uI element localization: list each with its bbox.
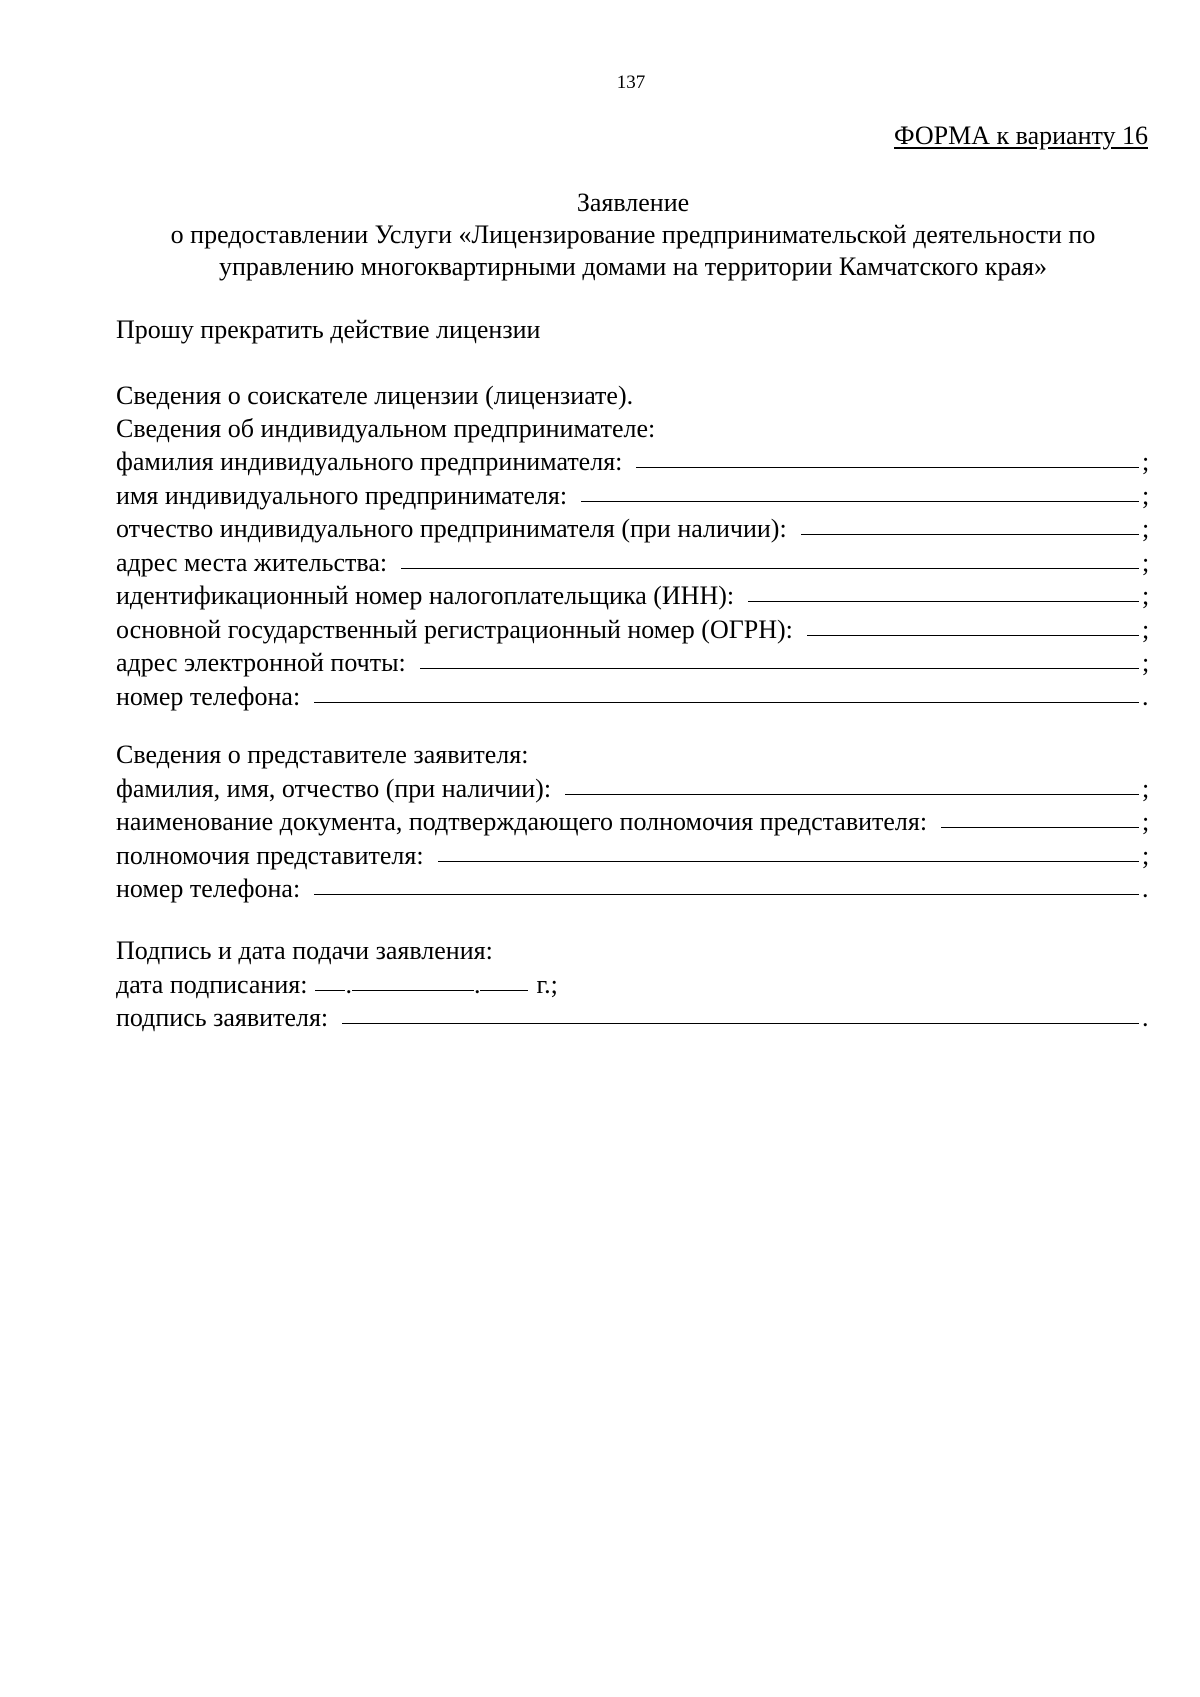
page-number: 137 [616, 72, 646, 93]
title-line-2: о предоставлении Услуги «Лицензирование предпринимательской деятельности по [170, 220, 1096, 249]
surname-blank[interactable] [636, 443, 1139, 468]
field-end-mark: ; [1142, 840, 1150, 870]
field-label: подпись заявителя: [116, 1003, 329, 1032]
field-surname [116, 445, 1150, 479]
field-label: наименование документа, подтверждающего полномочия представителя: [116, 807, 928, 836]
ogrn-blank[interactable] [807, 611, 1139, 636]
date-month-blank[interactable] [352, 966, 474, 991]
date-day-blank[interactable] [315, 966, 345, 991]
representative-phone-blank[interactable] [314, 870, 1139, 895]
email-blank[interactable] [420, 644, 1139, 669]
field-end-mark: . [1142, 681, 1149, 711]
date-year-blank[interactable] [480, 966, 528, 991]
representative-heading: Сведения о представителе заявителя: [116, 740, 529, 769]
field-end-mark: . [1142, 874, 1149, 903]
document-title [116, 187, 1150, 283]
representative-authority-blank[interactable] [438, 837, 1139, 862]
individual-entrepreneur-heading: Сведения об индивидуальном предпринимателе: [116, 413, 656, 443]
field-end-mark: ; [1142, 614, 1150, 644]
field-label: основной государственный регистрационный номер (ОГРН): [116, 614, 793, 644]
field-email [116, 646, 1150, 680]
date-suffix: г.; [536, 969, 558, 999]
field-first-name [116, 479, 1150, 513]
field-authority-document [116, 805, 1150, 839]
field-label: номер телефона: [116, 874, 301, 903]
representative-name-blank[interactable] [565, 770, 1139, 795]
field-label: фамилия индивидуального предпринимателя: [116, 447, 623, 476]
field-end-mark: ; [1142, 807, 1150, 836]
field-end-mark: ; [1142, 514, 1150, 543]
field-end-mark: ; [1142, 447, 1150, 476]
field-end-mark: ; [1142, 581, 1150, 610]
request-paragraph [116, 314, 1150, 347]
field-end-mark: ; [1142, 648, 1150, 677]
signature-section [116, 935, 1150, 1035]
applicant-section [116, 380, 1150, 713]
field-representative-name [116, 772, 1150, 806]
field-end-mark: . [1142, 1003, 1149, 1032]
field-label: номер телефона: [116, 681, 301, 711]
field-patronymic [116, 512, 1150, 546]
field-label: полномочия представителя: [116, 840, 424, 870]
residence-address-blank[interactable] [401, 544, 1139, 569]
field-residence-address [116, 546, 1150, 580]
date-separator: . [473, 969, 481, 999]
representative-section [116, 739, 1150, 906]
inn-blank[interactable] [748, 577, 1139, 602]
field-end-mark: ; [1142, 480, 1150, 510]
field-label: фамилия, имя, отчество (при наличии): [116, 773, 552, 803]
field-label: имя индивидуального предпринимателя: [116, 480, 568, 510]
patronymic-blank[interactable] [801, 510, 1139, 535]
field-phone [116, 680, 1150, 714]
applicant-heading: Сведения о соискателе лицензии (лицензиате). [116, 381, 634, 410]
signing-date-label: дата подписания: [116, 969, 308, 999]
title-line-3: управлению многоквартирными домами на территории Камчатского края» [219, 252, 1047, 281]
field-end-mark: ; [1142, 547, 1150, 577]
request-text: Прошу прекратить действие лицензии [116, 315, 541, 344]
field-label: адрес места жительства: [116, 547, 388, 577]
first-name-blank[interactable] [581, 477, 1139, 502]
signature-heading: Подпись и дата подачи заявления: [116, 936, 493, 965]
field-label: идентификационный номер налогоплательщика (ИНН): [116, 581, 735, 610]
field-label: отчество индивидуального предпринимателя (при наличии): [116, 514, 787, 543]
date-separator: . [345, 969, 352, 999]
field-ogrn [116, 613, 1150, 647]
field-representative-phone [116, 872, 1150, 906]
form-variant-label: ФОРМА к варианту 16 [894, 121, 1148, 150]
field-inn [116, 579, 1150, 613]
signing-date-line [116, 968, 1150, 1002]
field-label: адрес электронной почты: [116, 648, 406, 677]
phone-blank[interactable] [314, 678, 1139, 703]
field-applicant-signature [116, 1001, 1150, 1035]
signature-blank[interactable] [342, 999, 1139, 1024]
title-line-1: Заявление [576, 188, 690, 217]
field-representative-authority [116, 839, 1150, 873]
field-end-mark: ; [1142, 773, 1150, 803]
authority-document-blank[interactable] [941, 803, 1139, 828]
